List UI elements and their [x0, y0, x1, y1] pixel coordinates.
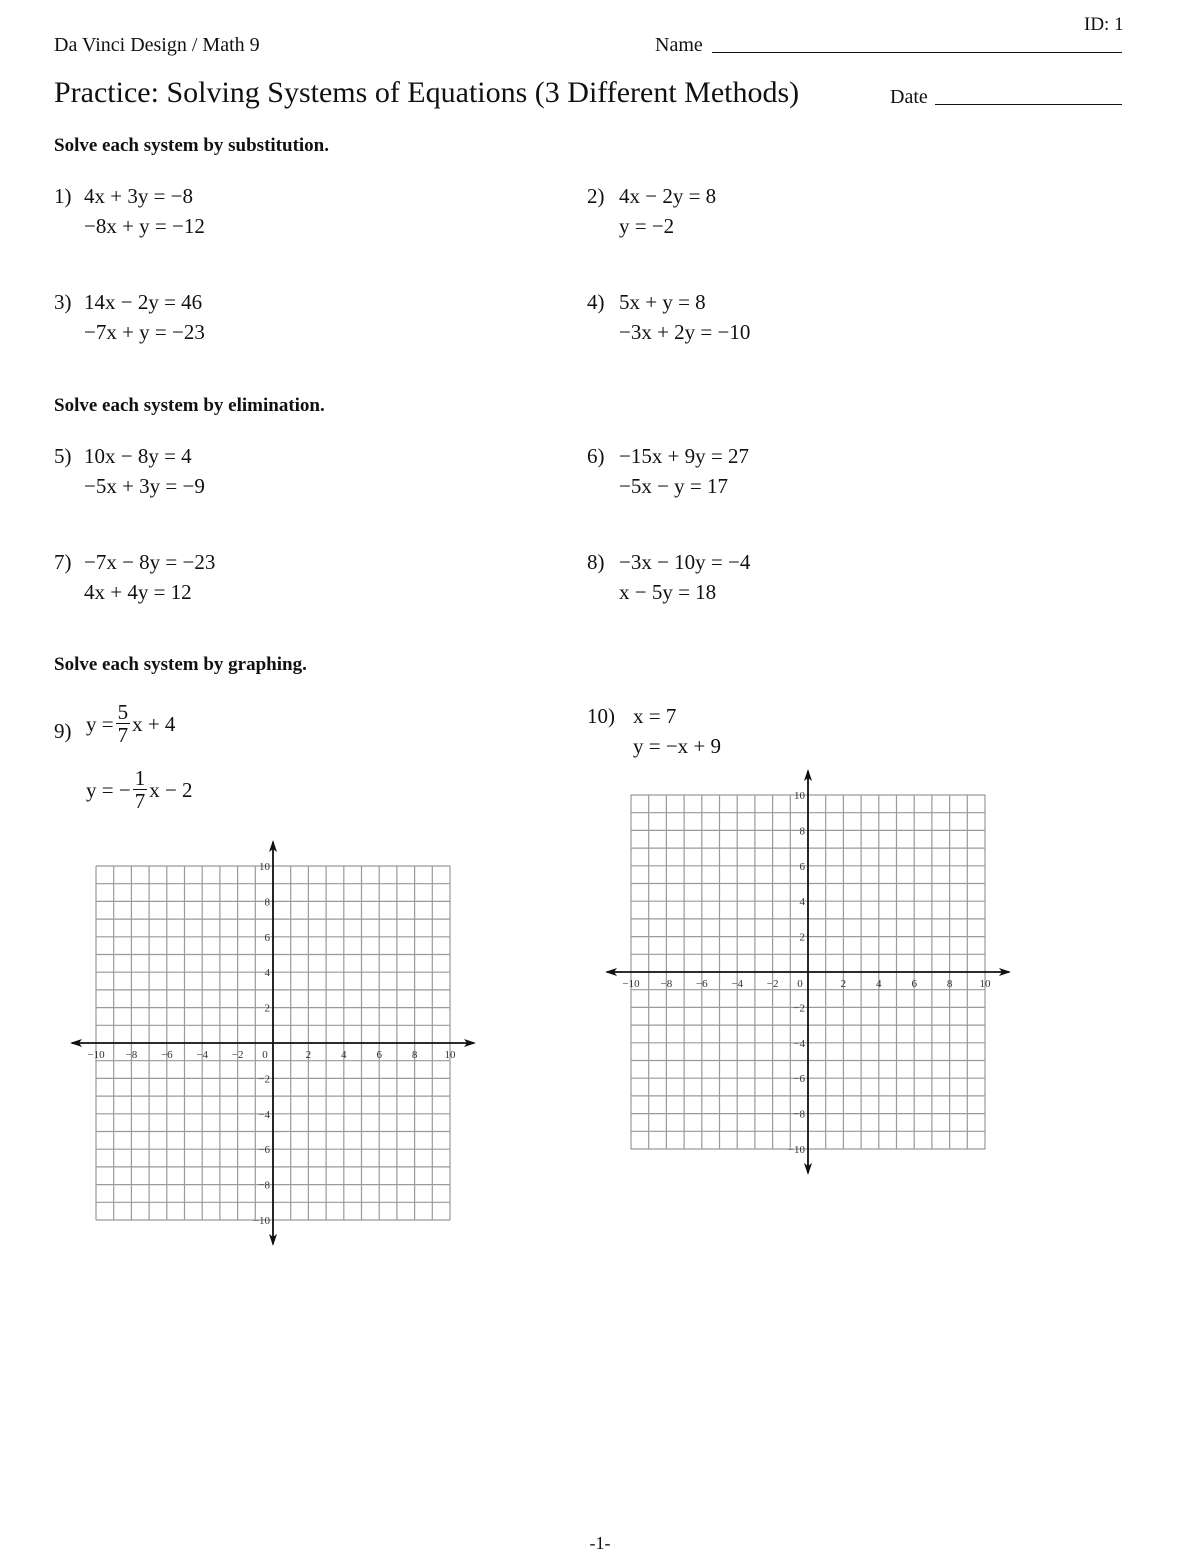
- problem-10-grid-x-tick-label: −2: [766, 978, 779, 990]
- problem-9-eq2-fraction: [133, 767, 148, 812]
- problem-9-eq1-rest: x + 4: [132, 711, 176, 736]
- page-title: Practice: Solving Systems of Equations (3 Different Methods): [54, 76, 800, 109]
- problem-3-equation-2: −7x + y = −23: [84, 320, 205, 344]
- problem-9-grid-y-tick-label: −2: [258, 1073, 270, 1086]
- problem-9-grid-y-tick-label: 4: [264, 967, 270, 980]
- problem-10-grid-y-tick-label: −8: [793, 1108, 805, 1121]
- problem-9-grid-x-tick-label: −8: [125, 1049, 138, 1061]
- problem-10-grid-x-tick-label: −4: [731, 978, 744, 990]
- problem-9-grid-x-tick-label: −10: [87, 1049, 105, 1061]
- section-elimination-heading: Solve each system by elimination.: [54, 395, 325, 416]
- problem-9-eq2-numerator: 1: [134, 766, 146, 790]
- worksheet-id: ID: 1: [1084, 14, 1124, 35]
- problem-2-number: 2): [587, 184, 605, 208]
- problem-10-grid-y-tick-label: 6: [799, 860, 805, 873]
- problem-10-number: 10): [587, 704, 615, 728]
- problem-10-grid-x-tick-label: 4: [876, 978, 882, 990]
- problem-9-grid-x-tick-label: 2: [305, 1049, 312, 1061]
- problem-9-grid-y-tick-label: −8: [258, 1179, 270, 1192]
- problem-9-eq2-denominator: 7: [134, 789, 146, 813]
- problem-10-grid-y-tick-label: 2: [799, 931, 805, 944]
- problem-7-number: 7): [54, 550, 72, 574]
- problem-9-grid-y-tick-label: −4: [258, 1108, 270, 1121]
- problem-9-grid-x-tick-label: 10: [444, 1049, 456, 1061]
- problem-9-eq2-lhs: y = −: [86, 777, 131, 802]
- section-substitution-heading: Solve each system by substitution.: [54, 135, 329, 156]
- problem-9-grid-x-tick-label: 6: [376, 1049, 382, 1061]
- problem-2-equation-1: 4x − 2y = 8: [619, 184, 717, 208]
- problem-10-grid-x-tick-label: 2: [840, 978, 847, 990]
- problem-9-grid-y-tick-label: 8: [264, 896, 270, 909]
- problem-5-equation-2: −5x + 3y = −9: [84, 474, 205, 498]
- problem-9-equation-2: [86, 767, 193, 812]
- page-number: -1-: [589, 1533, 611, 1553]
- problem-9-grid-y-tick-label: 2: [264, 1002, 270, 1015]
- problem-7-equation-1: −7x − 8y = −23: [84, 550, 216, 574]
- problem-3-equation-1: 14x − 2y = 46: [84, 290, 203, 314]
- problem-9-grid-x-tick-label: 4: [341, 1049, 347, 1061]
- problem-4-equation-1: 5x + y = 8: [619, 290, 706, 314]
- problem-4-equation-2: −3x + 2y = −10: [619, 320, 751, 344]
- problem-9-grid-x-tick-label: −6: [160, 1049, 173, 1061]
- problem-3-number: 3): [54, 290, 72, 314]
- problem-10-grid-x-tick-label: 6: [911, 978, 917, 990]
- problem-10-grid-x-tick-label: 10: [979, 978, 991, 990]
- course-label: Da Vinci Design / Math 9: [54, 34, 260, 56]
- problem-6-number: 6): [587, 444, 605, 468]
- problem-9-grid-y-tick-label: −10: [252, 1215, 270, 1227]
- problem-9-grid-y-tick-label: 6: [264, 931, 270, 944]
- problem-8-number: 8): [587, 550, 605, 574]
- problem-6-equation-2: −5x − y = 17: [619, 474, 729, 498]
- problem-9-grid-y-tick-label: 10: [259, 861, 270, 873]
- problem-10-grid-y-tick-label: 8: [799, 825, 805, 838]
- problem-10-grid-x-tick-label: −6: [695, 978, 708, 990]
- problem-9-grid-y-tick-label: −6: [258, 1144, 270, 1157]
- date-field-line[interactable]: [935, 104, 1122, 105]
- problem-7-equation-2: 4x + 4y = 12: [84, 580, 192, 604]
- problem-9-grid-x-tick-label: 0: [262, 1049, 268, 1061]
- problem-10-grid-x-tick-label: −8: [660, 978, 673, 990]
- problem-9-grid-x-tick-label: −4: [196, 1049, 209, 1061]
- date-label: Date: [890, 86, 928, 108]
- problem-1-number: 1): [54, 184, 72, 208]
- problem-4-number: 4): [587, 290, 605, 314]
- problem-1-equation-1: 4x + 3y = −8: [84, 184, 194, 208]
- problem-10-equation-1: x = 7: [633, 704, 677, 728]
- problem-5-number: 5): [54, 444, 72, 468]
- problem-10-coordinate-grid[interactable]: [595, 764, 1020, 1179]
- problem-9-eq2-rest: x − 2: [149, 777, 193, 802]
- problem-9-eq1-fraction: [116, 701, 131, 746]
- problem-10-grid-y-tick-label: −4: [793, 1037, 805, 1050]
- problem-9-number: 9): [54, 719, 72, 743]
- problem-5-equation-1: 10x − 8y = 4: [84, 444, 192, 468]
- name-field-line[interactable]: [712, 52, 1122, 53]
- problem-10-grid-y-tick-label: 4: [799, 896, 805, 909]
- problem-9-eq1-numerator: 5: [117, 700, 129, 724]
- problem-8-equation-2: x − 5y = 18: [619, 580, 717, 604]
- problem-9-grid-x-tick-label: 8: [411, 1049, 418, 1061]
- problem-10-grid-x-tick-label: 0: [797, 978, 803, 990]
- problem-9-eq1-lhs: y =: [86, 711, 114, 736]
- problem-6-equation-1: −15x + 9y = 27: [619, 444, 750, 468]
- problem-10-grid-y-tick-label: −2: [793, 1002, 805, 1015]
- problem-10-grid-y-tick-label: −6: [793, 1073, 805, 1086]
- problem-10-grid-x-tick-label: −10: [622, 978, 640, 990]
- problem-10-grid-y-tick-label: 10: [794, 790, 805, 802]
- name-label: Name: [655, 34, 703, 56]
- problem-9-grid-x-tick-label: −2: [231, 1049, 244, 1061]
- problem-2-equation-2: y = −2: [619, 214, 675, 238]
- problem-9-equation-1: [86, 701, 175, 746]
- problem-10-grid-x-tick-label: 8: [946, 978, 953, 990]
- problem-10-equation-2: y = −x + 9: [633, 734, 722, 758]
- problem-1-equation-2: −8x + y = −12: [84, 214, 205, 238]
- problem-10-grid-y-tick-label: −10: [787, 1144, 805, 1156]
- problem-9-coordinate-grid[interactable]: [60, 835, 485, 1250]
- section-graphing-heading: Solve each system by graphing.: [54, 654, 307, 675]
- problem-8-equation-1: −3x − 10y = −4: [619, 550, 751, 574]
- problem-9-eq1-denominator: 7: [117, 723, 129, 747]
